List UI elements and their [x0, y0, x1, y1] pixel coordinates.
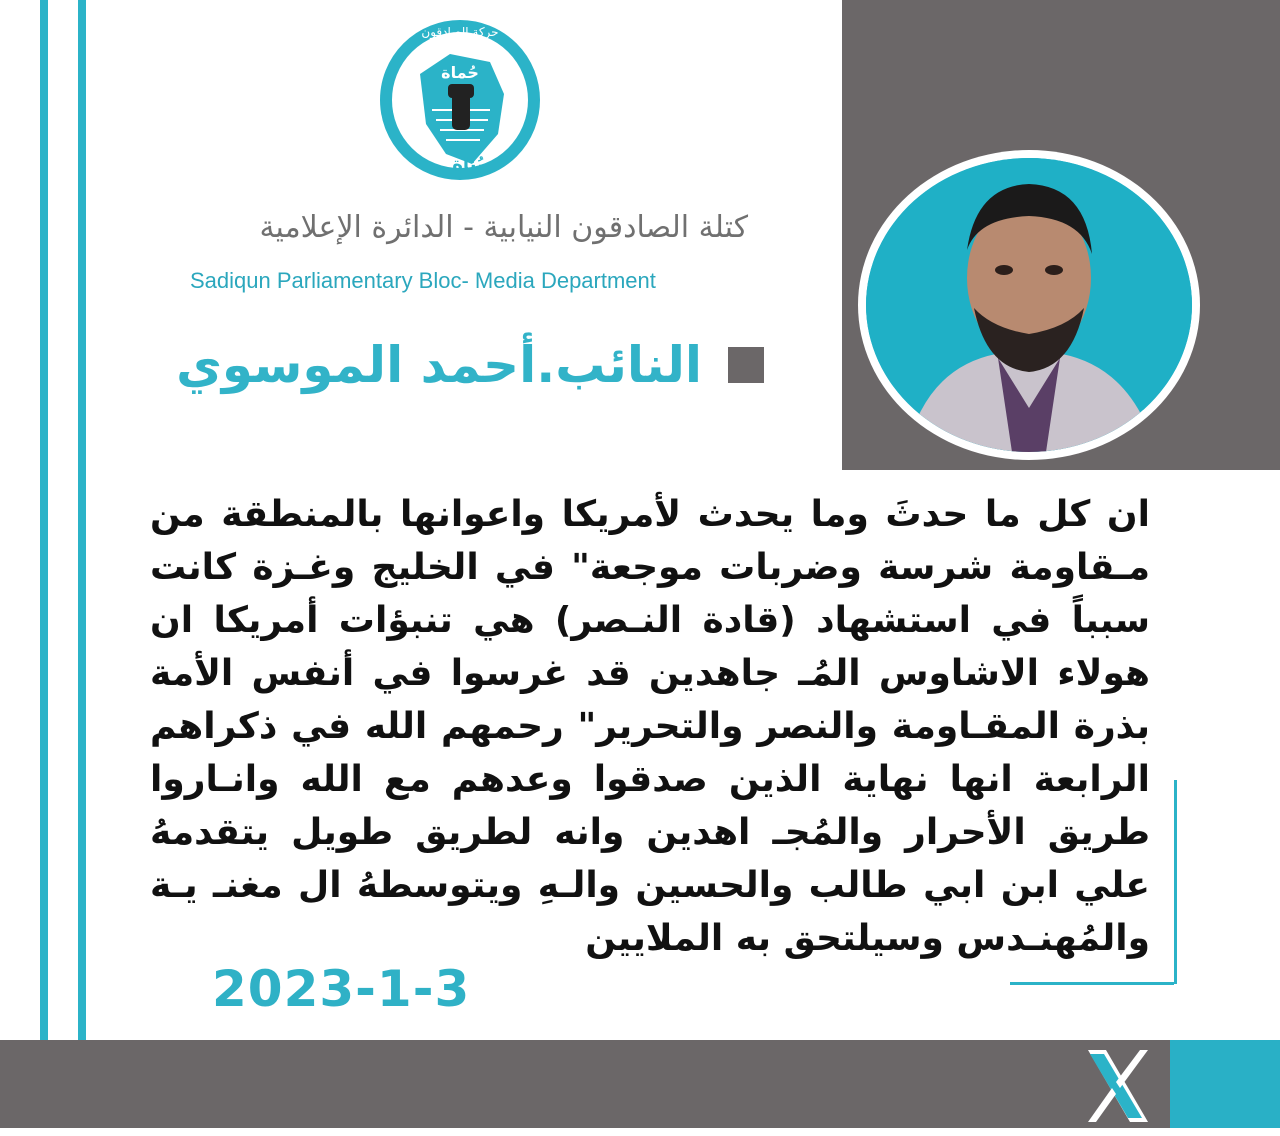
- speaker-portrait: [866, 158, 1192, 452]
- name-bullet-square: [728, 347, 764, 383]
- statement-date: 2023-1-3: [212, 960, 471, 1018]
- footer-bottom-stripe: [0, 1128, 1280, 1136]
- speaker-name: النائب.أحمد الموسوي: [176, 336, 702, 394]
- left-inner-strip: [48, 0, 78, 1040]
- text-frame-bottom: [1010, 982, 1174, 985]
- svg-text:حُماة: حُماة: [441, 63, 479, 82]
- svg-text:حركة الصادقون: حركة الصادقون: [421, 25, 499, 39]
- text-frame-right: [1160, 780, 1177, 984]
- sadiqun-logo: [380, 14, 540, 194]
- bloc-title-english: Sadiqun Parliamentary Bloc- Media Department: [190, 268, 656, 293]
- x-logo-icon: [1084, 1046, 1152, 1126]
- footer-teal-accent: [1170, 1040, 1280, 1128]
- statement-text: ان كل ما حدثَ وما يحدث لأمريكا واعوانها بالمنطقة من مـقاومة شرسة وضربات موجعة" في الخليج وغـزة كانت سبباً في استشهاد (قادة النـصر) هي تنبؤات أمريكا ان هولاء الاشاوس المُـ جاهدين قد غرسوا في أنفس الأمة بذرة المقـاومة والنصر والتحرير" رحمهم الله في ذكراهم الرابعة انها نهاية الذين صدقوا وعدهم مع الله وانـاروا طريق الأحرار والمُجـ اهدين وانه لطريق طويل يتقدمهُ علي ابن ابي طالب والحسين والـهِ ويتوسطهُ ال مغنـ يـة والمُهنـدس وسيلتحق به الملايين: [150, 494, 1150, 959]
- bloc-title-arabic: كتلة الصادقون النيابية - الدائرة الإعلامية: [259, 210, 748, 245]
- svg-text:بُناة: بُناة: [452, 154, 484, 175]
- speaker-name-row: [176, 336, 764, 394]
